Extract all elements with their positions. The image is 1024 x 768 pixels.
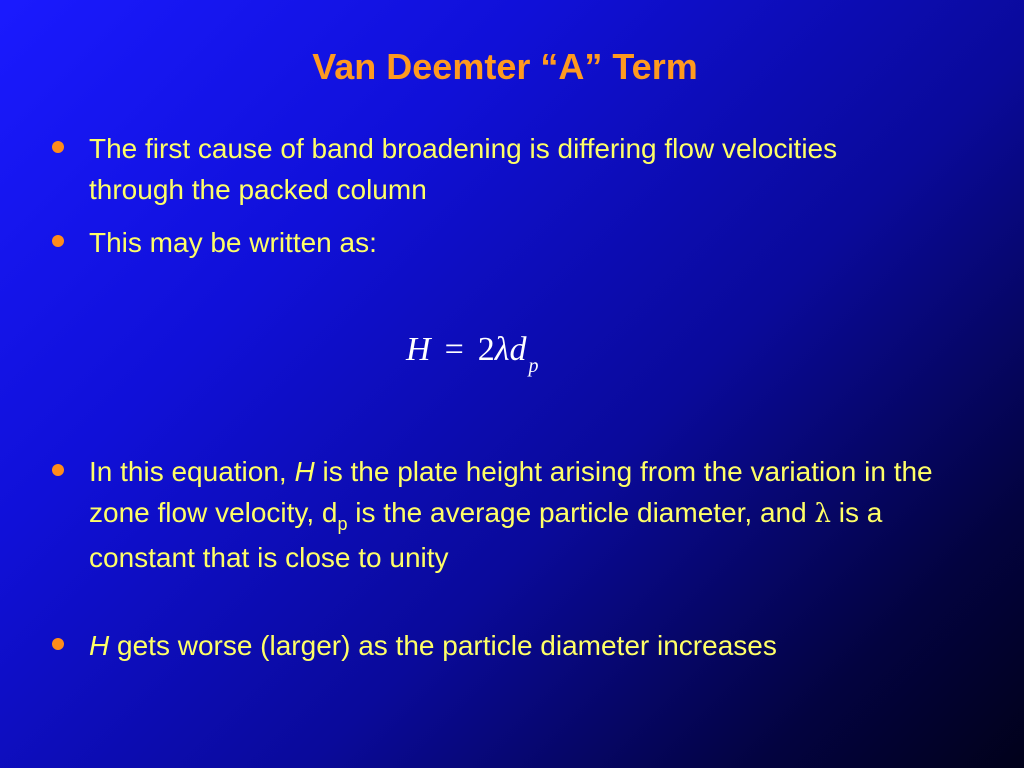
subscript-p: p [337,514,348,534]
bullet-text: The first cause of band broadening is differing flow velocities through the packed column [89,133,838,205]
bullet-dot-icon [52,235,64,247]
equation-coefficient: 2 [477,331,495,368]
bullet-dot-icon [52,141,64,153]
text-run: gets worse (larger) as the particle diameter increases [109,630,777,661]
symbol-h: H [89,630,110,661]
slide-title: Van Deemter “A” Term [312,46,698,87]
equation [406,325,538,379]
equation-d: d [509,331,527,368]
equation-subscript: p [528,355,539,377]
bullet-dot-icon [52,638,64,650]
symbol-lambda: λ [814,499,831,529]
bullet-text [89,625,939,666]
bullet-text: This may be written as: [89,227,377,258]
text-run: In this equation, [89,456,295,487]
text-run: is the plate height arising from the variation in the zone flow velocity, d [89,456,933,528]
equation-operator: = [444,331,464,368]
bullet-text [89,451,939,578]
equation-lambda: λ [494,331,510,368]
bullet-dot-icon [52,464,64,476]
text-run: is the average particle diameter, and [347,497,815,528]
text-run: is a constant that is close to unity [89,497,883,573]
equation-lhs: H [406,331,431,368]
symbol-h: H [294,456,315,487]
